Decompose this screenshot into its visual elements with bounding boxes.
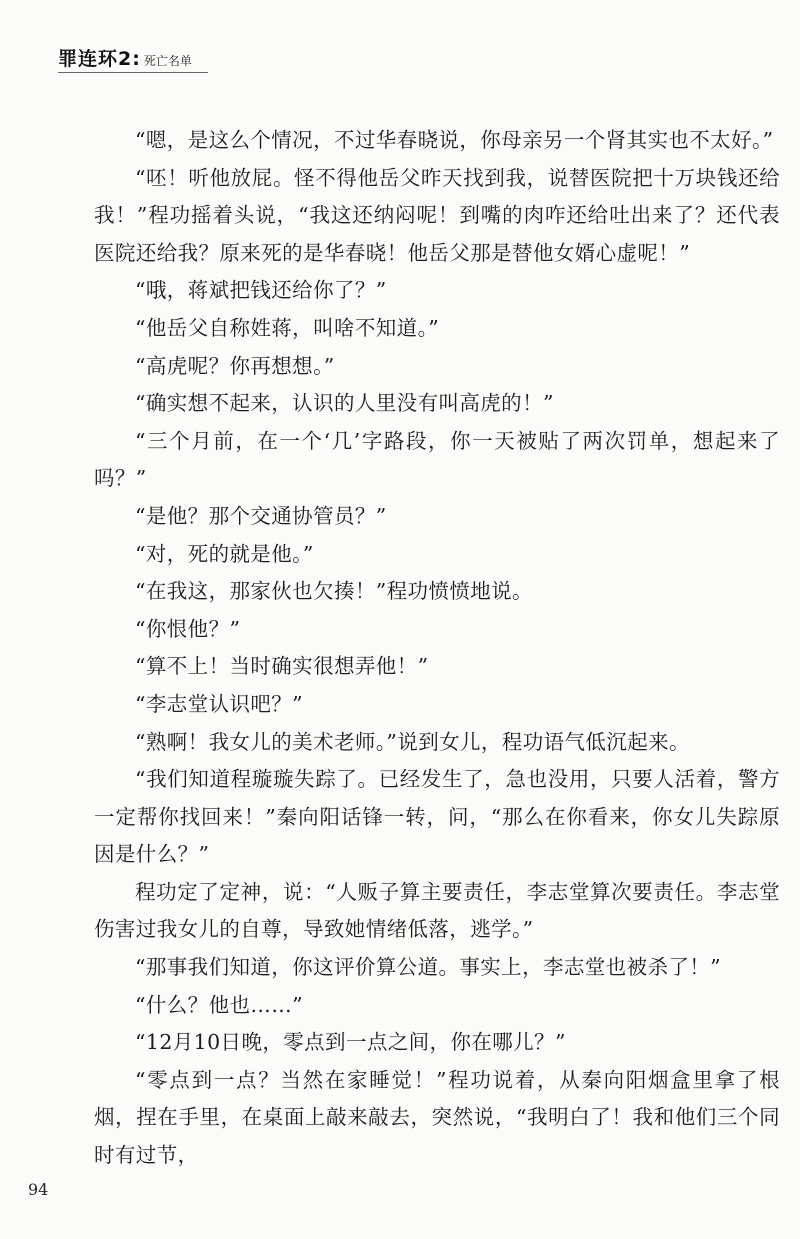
paragraph: “熟啊！我女儿的美术老师。”说到女儿，程功语气低沉起来。: [135, 729, 690, 754]
paragraph: “嗯，是这么个情况，不过华春晓说，你母亲另一个肾其实也不太好。”: [135, 128, 774, 152]
paragraph: “在我这，那家伙也欠揍！”程功愤愤地说。: [135, 579, 533, 604]
paragraph: “对，死的就是他。”: [135, 541, 314, 566]
running-header: [58, 44, 192, 71]
page-number: 94: [28, 1180, 49, 1199]
paragraph: “零点到一点？当然在家睡觉！”程功说着，从秦向阳烟盒里拿了根烟，捏在手里，在桌面上敲来敲去，突然说，“我明白了！我和他们三个同时有过节，: [94, 1067, 780, 1168]
paragraph: “哦，蒋斌把钱还给你了？”: [135, 278, 387, 303]
paragraph: “他岳父自称姓蒋，叫啥不知道。”: [135, 315, 440, 340]
paragraph: “三个月前，在一个‘几’字路段，你一天被贴了两次罚单，想起来了吗？”: [94, 428, 780, 491]
series-title: 罪连环2:: [58, 48, 141, 70]
paragraph: “我们知道程璇璇失踪了。已经发生了，急也没用，只要人活着，警方一定帮你找回来！”秦向阳话锋一转，问，“那么在你看来，你女儿失踪原因是什么？”: [94, 767, 780, 867]
paragraph: 程功定了定神，说：“人贩子算主要责任，李志堂算次要责任。李志堂伤害过我女儿的自尊，导致她情绪低落，逃学。”: [94, 879, 780, 942]
paragraph: “李志堂认识吧？”: [135, 691, 304, 716]
paragraph: “12月10日晚，零点到一点之间，你在哪儿？”: [135, 1030, 566, 1055]
paragraph: “确实想不起来，认识的人里没有叫高虎的！”: [135, 391, 554, 416]
paragraph: “什么？他也……”: [135, 992, 304, 1017]
paragraph: “呸！听他放屁。怪不得他岳父昨天找到我，说替医院把十万块钱还给我！”程功摇着头说，“我这还纳闷呢！到嘴的肉咋还给吐出来了？还代表医院还给我？原来死的是华春晓！他岳父那是替他女婿心虚呢！”: [94, 165, 780, 265]
book-subtitle: 死亡名单: [143, 54, 192, 68]
paragraph: “那事我们知道，你这评价算公道。事实上，李志堂也被杀了！”: [135, 955, 722, 980]
paragraph: “高虎呢？你再想想。”: [135, 353, 335, 378]
paragraph: “你恨他？”: [135, 616, 241, 641]
body-text: [94, 122, 780, 1175]
paragraph: “算不上！当时确实很想弄他！”: [135, 654, 429, 679]
header-rule: [58, 72, 208, 73]
paragraph: “是他？那个交通协管员？”: [135, 503, 387, 528]
